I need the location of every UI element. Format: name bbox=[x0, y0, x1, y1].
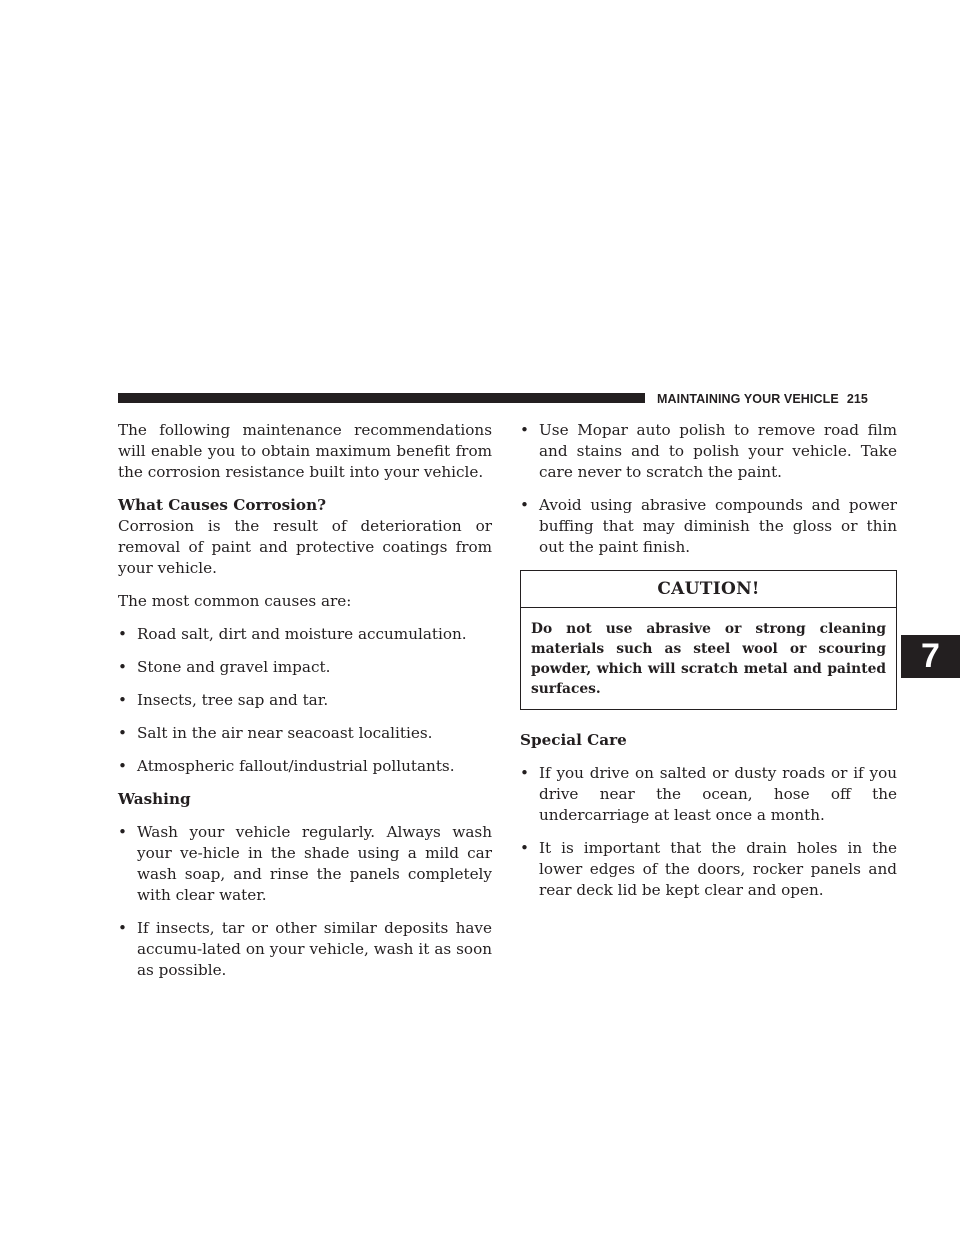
list-item: • Use Mopar auto polish to remove road film and stains and to polish your vehicle. Take care never to scratch the paint. bbox=[520, 421, 897, 481]
list-item: • Road salt, dirt and moisture accumulation. bbox=[118, 625, 467, 643]
corrosion-heading: What Causes Corrosion? bbox=[118, 496, 327, 514]
left-column bbox=[118, 420, 492, 993]
bullet-icon: • bbox=[520, 839, 529, 857]
bullet-icon: • bbox=[520, 496, 529, 514]
causes-intro: The most common causes are: bbox=[118, 592, 352, 610]
list-item: • Wash your vehicle regularly. Always wash your ve-hicle in the shade using a mild car wash soap, and rinse the panels completely with clear water. bbox=[118, 823, 492, 904]
polish-list bbox=[520, 420, 897, 558]
special-care-list bbox=[520, 763, 897, 901]
page-number: 215 bbox=[846, 392, 868, 406]
section-title: MAINTAINING YOUR VEHICLE bbox=[657, 392, 839, 406]
list-item: • It is important that the drain holes in the lower edges of the doors, rocker panels and rear deck lid be kept clear and open. bbox=[520, 839, 897, 899]
bullet-icon: • bbox=[520, 764, 529, 782]
caution-text: Do not use abrasive or strong cleaning materials such as steel wool or scouring powder, which will scratch metal and painted surfaces. bbox=[531, 621, 886, 697]
list-item: • If insects, tar or other similar deposits have accumu-lated on your vehicle, wash it as soon as possible. bbox=[118, 919, 492, 979]
bullet-icon: • bbox=[118, 757, 127, 775]
washing-heading: Washing bbox=[118, 790, 191, 808]
running-header bbox=[657, 392, 868, 406]
bullet-icon: • bbox=[118, 658, 127, 676]
list-item: • Insects, tree sap and tar. bbox=[118, 691, 329, 709]
list-item: • Atmospheric fallout/industrial pollutants. bbox=[118, 757, 455, 775]
chapter-tab: 7 bbox=[901, 635, 960, 678]
list-item: • Avoid using abrasive compounds and power buffing that may diminish the gloss or thin out the paint finish. bbox=[520, 496, 897, 556]
bullet-icon: • bbox=[118, 625, 127, 643]
causes-list bbox=[118, 624, 492, 777]
bullet-icon: • bbox=[118, 919, 127, 937]
washing-list bbox=[118, 822, 492, 981]
list-item: • Stone and gravel impact. bbox=[118, 658, 331, 676]
caution-box bbox=[520, 570, 897, 710]
list-item: • Salt in the air near seacoast localities. bbox=[118, 724, 433, 742]
bullet-icon: • bbox=[118, 691, 127, 709]
list-item: • If you drive on salted or dusty roads or if you drive near the ocean, hose off the undercarriage at least once a month. bbox=[520, 764, 897, 824]
caution-title: CAUTION! bbox=[521, 571, 896, 608]
corrosion-paragraph: Corrosion is the result of deterioration or removal of paint and protective coatings from your vehicle. bbox=[118, 517, 492, 577]
bullet-icon: • bbox=[520, 421, 529, 439]
intro-paragraph: The following maintenance recommendations will enable you to obtain maximum benefit from the corrosion resistance built into your vehicle. bbox=[118, 421, 492, 481]
bullet-icon: • bbox=[118, 724, 127, 742]
special-care-heading: Special Care bbox=[520, 731, 627, 749]
header-rule bbox=[118, 393, 645, 403]
right-column bbox=[520, 420, 897, 913]
bullet-icon: • bbox=[118, 823, 127, 841]
